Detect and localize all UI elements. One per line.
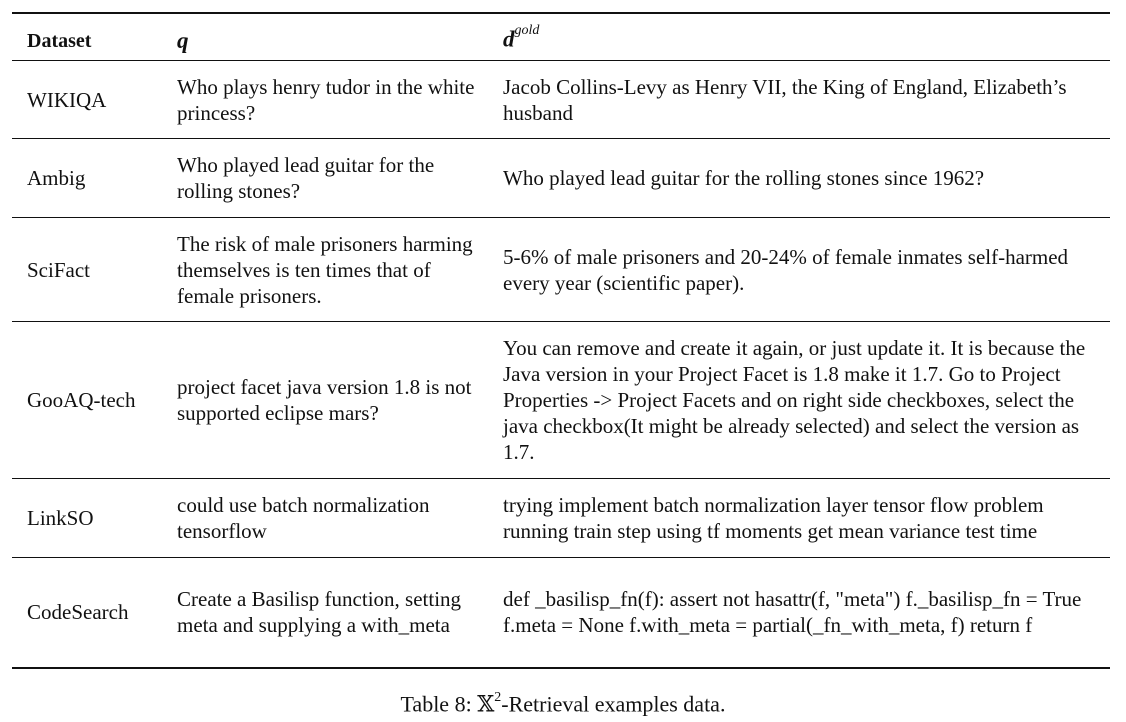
cell-q: Create a Basilisp function, setting meta and supplying a with_meta — [177, 587, 462, 638]
table-header-row — [12, 13, 1110, 61]
header-q: q — [177, 28, 189, 53]
header-dataset: Dataset — [27, 30, 92, 52]
cell-dataset: WIKIQA — [27, 87, 107, 112]
header-d-gold — [488, 13, 1110, 61]
caption-sup: 2 — [494, 690, 502, 705]
table-row — [12, 558, 1110, 668]
caption-symbol: 𝕏 — [477, 691, 495, 717]
table-caption — [0, 686, 1126, 718]
caption-suffix: -Retrieval examples data. — [501, 691, 726, 717]
table-row — [12, 218, 1110, 322]
cell-d-gold: Jacob Collins-Levy as Henry VII, the King of England, Elizabeth’s husband — [503, 74, 1067, 125]
cell-dataset: GooAQ-tech — [27, 388, 136, 412]
cell-d-gold: Who played lead guitar for the rolling stones since 1962? — [503, 166, 985, 190]
cell-d-gold: You can remove and create it again, or just update it. It is because the Java version in your Project Facet is 1.8 make it 1.7. Go to Project Properties -> Project Facets and on right side checkboxes, select the java checkbox(It might be already selected) and select the version as 1.7. — [503, 336, 1086, 464]
cell-dataset: Ambig — [27, 166, 86, 190]
cell-q: project facet java version 1.8 is not supported eclipse mars? — [177, 375, 472, 425]
header-d-sup: gold — [514, 22, 540, 38]
examples-table — [12, 12, 1110, 669]
table-row — [12, 139, 1110, 218]
table-row — [12, 479, 1110, 558]
cell-dataset: LinkSO — [27, 506, 94, 530]
cell-q: The risk of male prisoners harming themselves is ten times that of female prisoners. — [177, 231, 473, 308]
cell-d-gold: trying implement batch normalization layer tensor flow problem running train step using tf moments get mean variance test time — [503, 493, 1044, 543]
table-row — [12, 61, 1110, 139]
cell-dataset: CodeSearch — [27, 600, 129, 625]
table-row — [12, 322, 1110, 479]
caption-prefix: Table 8: — [400, 691, 478, 717]
cell-d-gold: def _basilisp_fn(f): assert not hasattr(f, "meta") f._basilisp_fn = True f.meta = None f.with_meta = partial(_fn_with_meta, f) return f — [503, 587, 1082, 638]
cell-d-gold: 5-6% of male prisoners and 20-24% of female inmates self-harmed every year (scientific paper). — [503, 244, 1069, 295]
cell-q: Who plays henry tudor in the white princess? — [177, 74, 475, 125]
cell-q: Who played lead guitar for the rolling stones? — [177, 153, 435, 203]
cell-q: could use batch normalization tensorflow — [177, 493, 430, 543]
cell-dataset: SciFact — [27, 257, 90, 282]
examples-table-container — [12, 12, 1110, 669]
header-d-base: d — [503, 26, 515, 52]
